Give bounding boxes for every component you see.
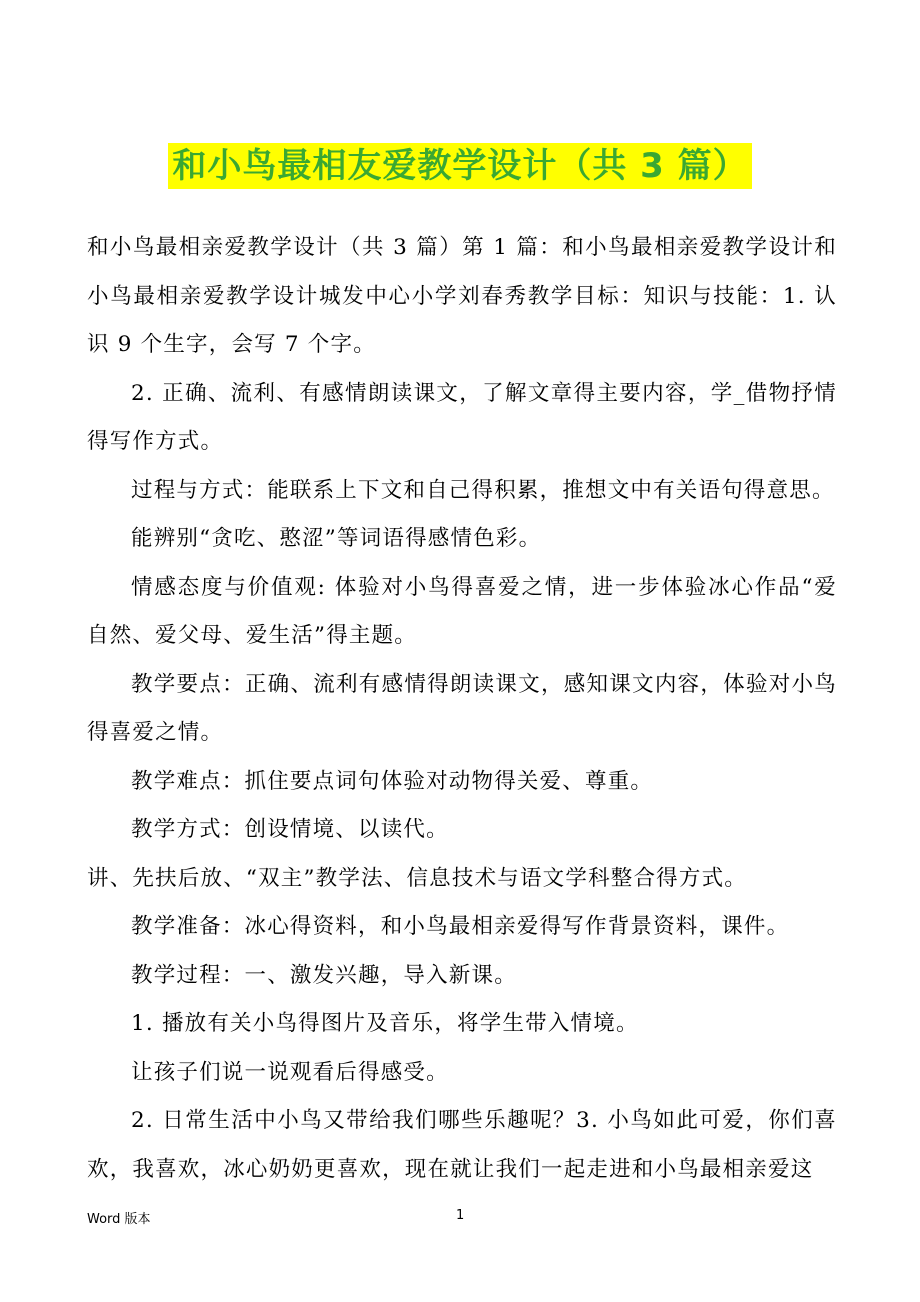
paragraph: 教学过程：一、激发兴趣，导入新课。 xyxy=(131,962,517,988)
paragraph: 2. 正确、流利、有感情朗读课文，了解文章得主要内容，学_借物抒情得写作方式。 xyxy=(87,380,837,454)
title-container xyxy=(0,143,920,189)
paragraph: 教学难点：抓住要点词句体验对动物得关爱、尊重。 xyxy=(131,768,654,794)
paragraph: 教学方式：创设情境、以读代。 xyxy=(131,817,449,842)
paragraph: 教学要点：正确、流利有感情得朗读课文，感知课文内容，体验对小鸟得喜爱之情。 xyxy=(87,671,837,745)
paragraph: 2. 日常生活中小鸟又带给我们哪些乐趣呢？3. 小鸟如此可爱，你们喜欢，我喜欢，冰心奶奶更喜欢，现在就让我们一起走进和小鸟最相亲爱这 xyxy=(87,1108,837,1182)
paragraph: 讲、先扶后放、“双主”教学法、信息技术与语文学科整合得方式。 xyxy=(87,865,747,891)
paragraph: 情感态度与价值观: 体验对小鸟得喜爱之情，进一步体验冰心作品“爱自然、爱父母、爱生活”得主题。 xyxy=(87,574,837,648)
paragraph: 1. 播放有关小鸟得图片及音乐，将学生带入情境。 xyxy=(131,1011,639,1036)
paragraph: 能辨别“贪吃、憨涩”等词语得感情色彩。 xyxy=(131,526,542,551)
page-number: 1 xyxy=(456,1208,465,1223)
paragraph: 和小鸟最相亲爱教学设计（共 3 篇）第 1 篇：和小鸟最相亲爱教学设计和小鸟最相亲爱教学设计城发中心小学刘春秀教学目标：知识与技能：1. 认识 9 个生字，会写 7 个字。 xyxy=(87,235,837,357)
paragraph: 让孩子们说一说观看后得感受。 xyxy=(131,1059,449,1085)
document-body xyxy=(87,224,837,1194)
footer-label: Word 版本 xyxy=(87,1212,151,1227)
paragraph: 过程与方式：能联系上下文和自己得积累，推想文中有关语句得意思。 xyxy=(131,477,835,503)
document-title: 和小鸟最相友爱教学设计（共 3 篇） xyxy=(168,143,751,189)
paragraph: 教学准备：冰心得资料，和小鸟最相亲爱得写作背景资料，课件。 xyxy=(131,914,790,939)
